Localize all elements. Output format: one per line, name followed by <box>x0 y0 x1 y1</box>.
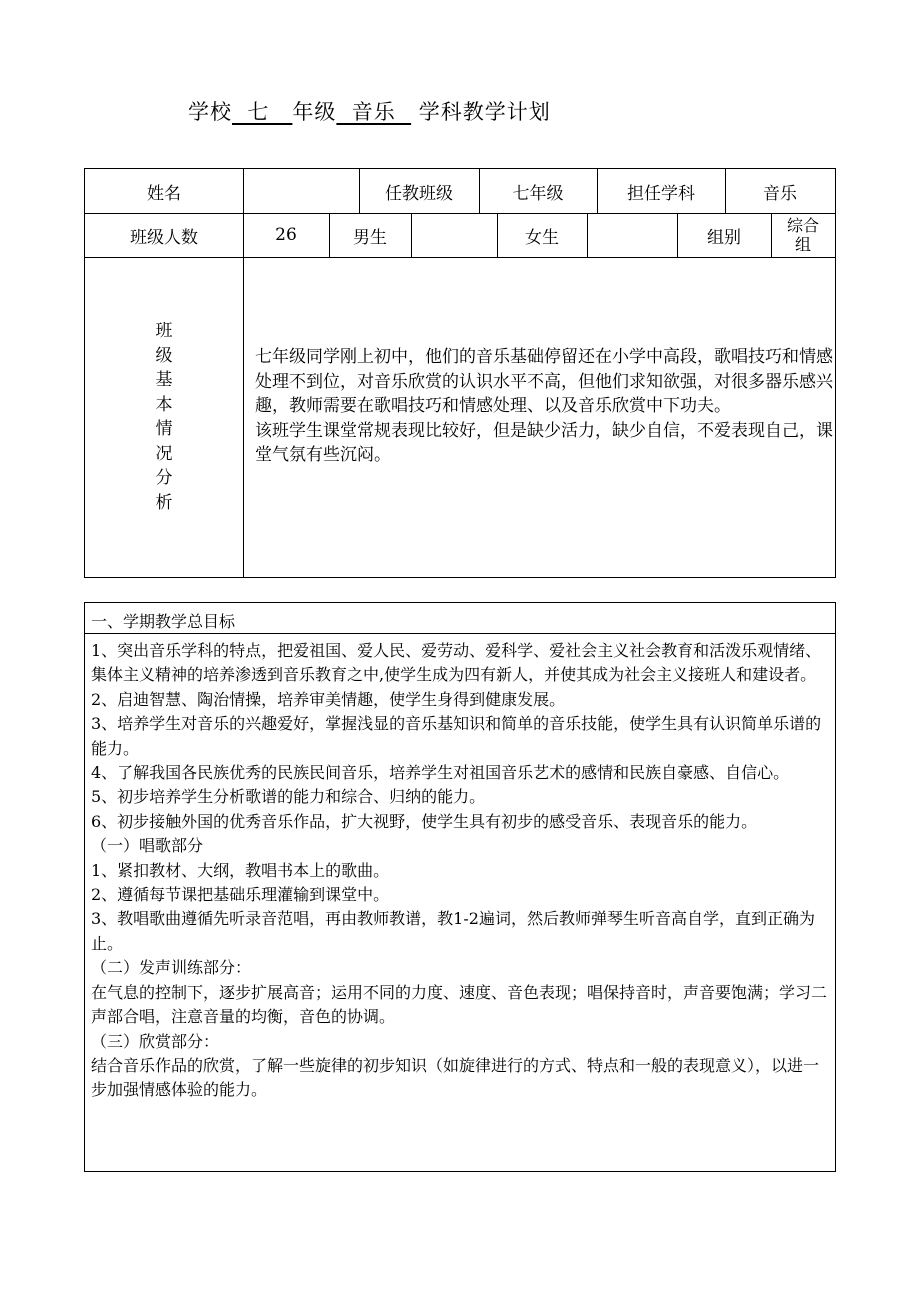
info-table <box>84 168 836 578</box>
analysis-label-char: 本 <box>155 394 173 415</box>
goal-line: 结合音乐作品的欣赏，了解一些旋律的初步知识（如旋律进行的方式、特点和一般的表现意义），以进一步加强情感体验的能力。 <box>91 1055 820 1100</box>
title-school: 学校 <box>188 100 232 124</box>
class-value: 七年级 <box>512 183 564 204</box>
goal-line: 2、启迪智慧、陶治情操，培养审美情趣，使学生身得到健康发展。 <box>91 689 566 709</box>
analysis-label-char: 分 <box>155 468 173 488</box>
title-grade-label: 年级 <box>292 100 337 124</box>
class-size-label: 班级人数 <box>130 227 198 248</box>
subject-label: 担任学科 <box>627 183 695 204</box>
goal-line: 6、初步接触外国的优秀音乐作品，扩大视野，使学生具有初步的感受音乐、表现音乐的能力。 <box>91 811 758 831</box>
group-value: 综合组 <box>786 216 819 254</box>
title-suffix: 学科教学计划 <box>418 100 551 124</box>
boys-value <box>411 213 497 257</box>
goal-line: （三）欣赏部分： <box>91 1031 220 1051</box>
group-value-cell <box>771 213 835 257</box>
goal-line: （二）发声训练部分： <box>91 958 252 978</box>
name-label: 姓名 <box>147 183 181 204</box>
header-divider <box>85 633 835 634</box>
goal-line: 4、了解我国各民族优秀的民族民间音乐，培养学生对祖国音乐艺术的感情和民族自豪感、自信心。 <box>91 763 790 783</box>
analysis-label <box>85 257 243 577</box>
goals-body <box>91 639 829 1103</box>
class-size-value: 26 <box>275 225 297 245</box>
class-label: 任教班级 <box>385 183 453 204</box>
group-label: 组别 <box>707 227 741 248</box>
title-subject-value: 音乐 <box>336 100 412 124</box>
analysis-label-char: 情 <box>155 419 173 439</box>
goal-line: 5、初步培养学生分析歌谱的能力和综合、归纳的能力。 <box>91 787 486 807</box>
analysis-label-char: 析 <box>155 492 173 513</box>
goal-line: 3、培养学生对音乐的兴趣爱好，掌握浅显的音乐基知识和简单的音乐技能，使学生具有认识简单乐谱的能力。 <box>91 714 822 758</box>
goal-line: （一）唱歌部分 <box>91 836 204 856</box>
goals-section <box>84 602 836 1172</box>
goals-header: 一、学期教学总目标 <box>91 612 236 631</box>
goal-line: 3、教唱歌曲遵循先听录音范唱，再由教师教谱，教1-2遍词，然后教师弹琴生听音高自学，直到正确为止。 <box>91 909 815 953</box>
page-title <box>188 96 551 126</box>
analysis-label-char: 况 <box>155 443 173 464</box>
subject-value: 音乐 <box>763 183 797 204</box>
analysis-text <box>255 345 835 468</box>
analysis-label-char: 班 <box>155 321 173 341</box>
goal-line: 2、遵循每节课把基础乐理灌输到课堂中。 <box>91 885 390 905</box>
goal-line: 1、突出音乐学科的特点，把爱祖国、爱人民、爱劳动、爱科学、爱社会主义社会教育和活泼乐观情绪、集体主义精神的培养渗透到音乐教育之中,使学生成为四有新人，并使其成为社会主义接班人和建设者。 <box>91 641 822 685</box>
boys-label: 男生 <box>353 227 387 248</box>
analysis-paragraph: 七年级同学刚上初中，他们的音乐基础停留还在小学中高段，歌唱技巧和情感处理不到位，对音乐欣赏的认识水平不高，但他们求知欲强，对很多器乐感兴趣，教师需要在歌唱技巧和情感处理、以及音乐欣赏中下功夫。 <box>255 347 833 416</box>
name-value <box>243 169 359 213</box>
goal-line: 在气息的控制下，逐步扩展高音；运用不同的力度、速度、音色表现；唱保持音时，声音要饱满；学习二声部合唱，注意音量的均衡，音色的协调。 <box>91 982 828 1027</box>
analysis-label-char: 基 <box>155 370 173 390</box>
girls-value <box>587 213 677 257</box>
goal-line: 1、紧扣教材、大纲，教唱书本上的歌曲。 <box>91 860 390 880</box>
girls-label: 女生 <box>525 227 559 248</box>
analysis-paragraph: 该班学生课堂常规表现比较好，但是缺少活力，缺少自信，不爱表现自己，课堂气氛有些沉闷。 <box>255 420 833 465</box>
title-grade-value: 七 <box>232 100 293 124</box>
analysis-label-char: 级 <box>155 345 173 366</box>
